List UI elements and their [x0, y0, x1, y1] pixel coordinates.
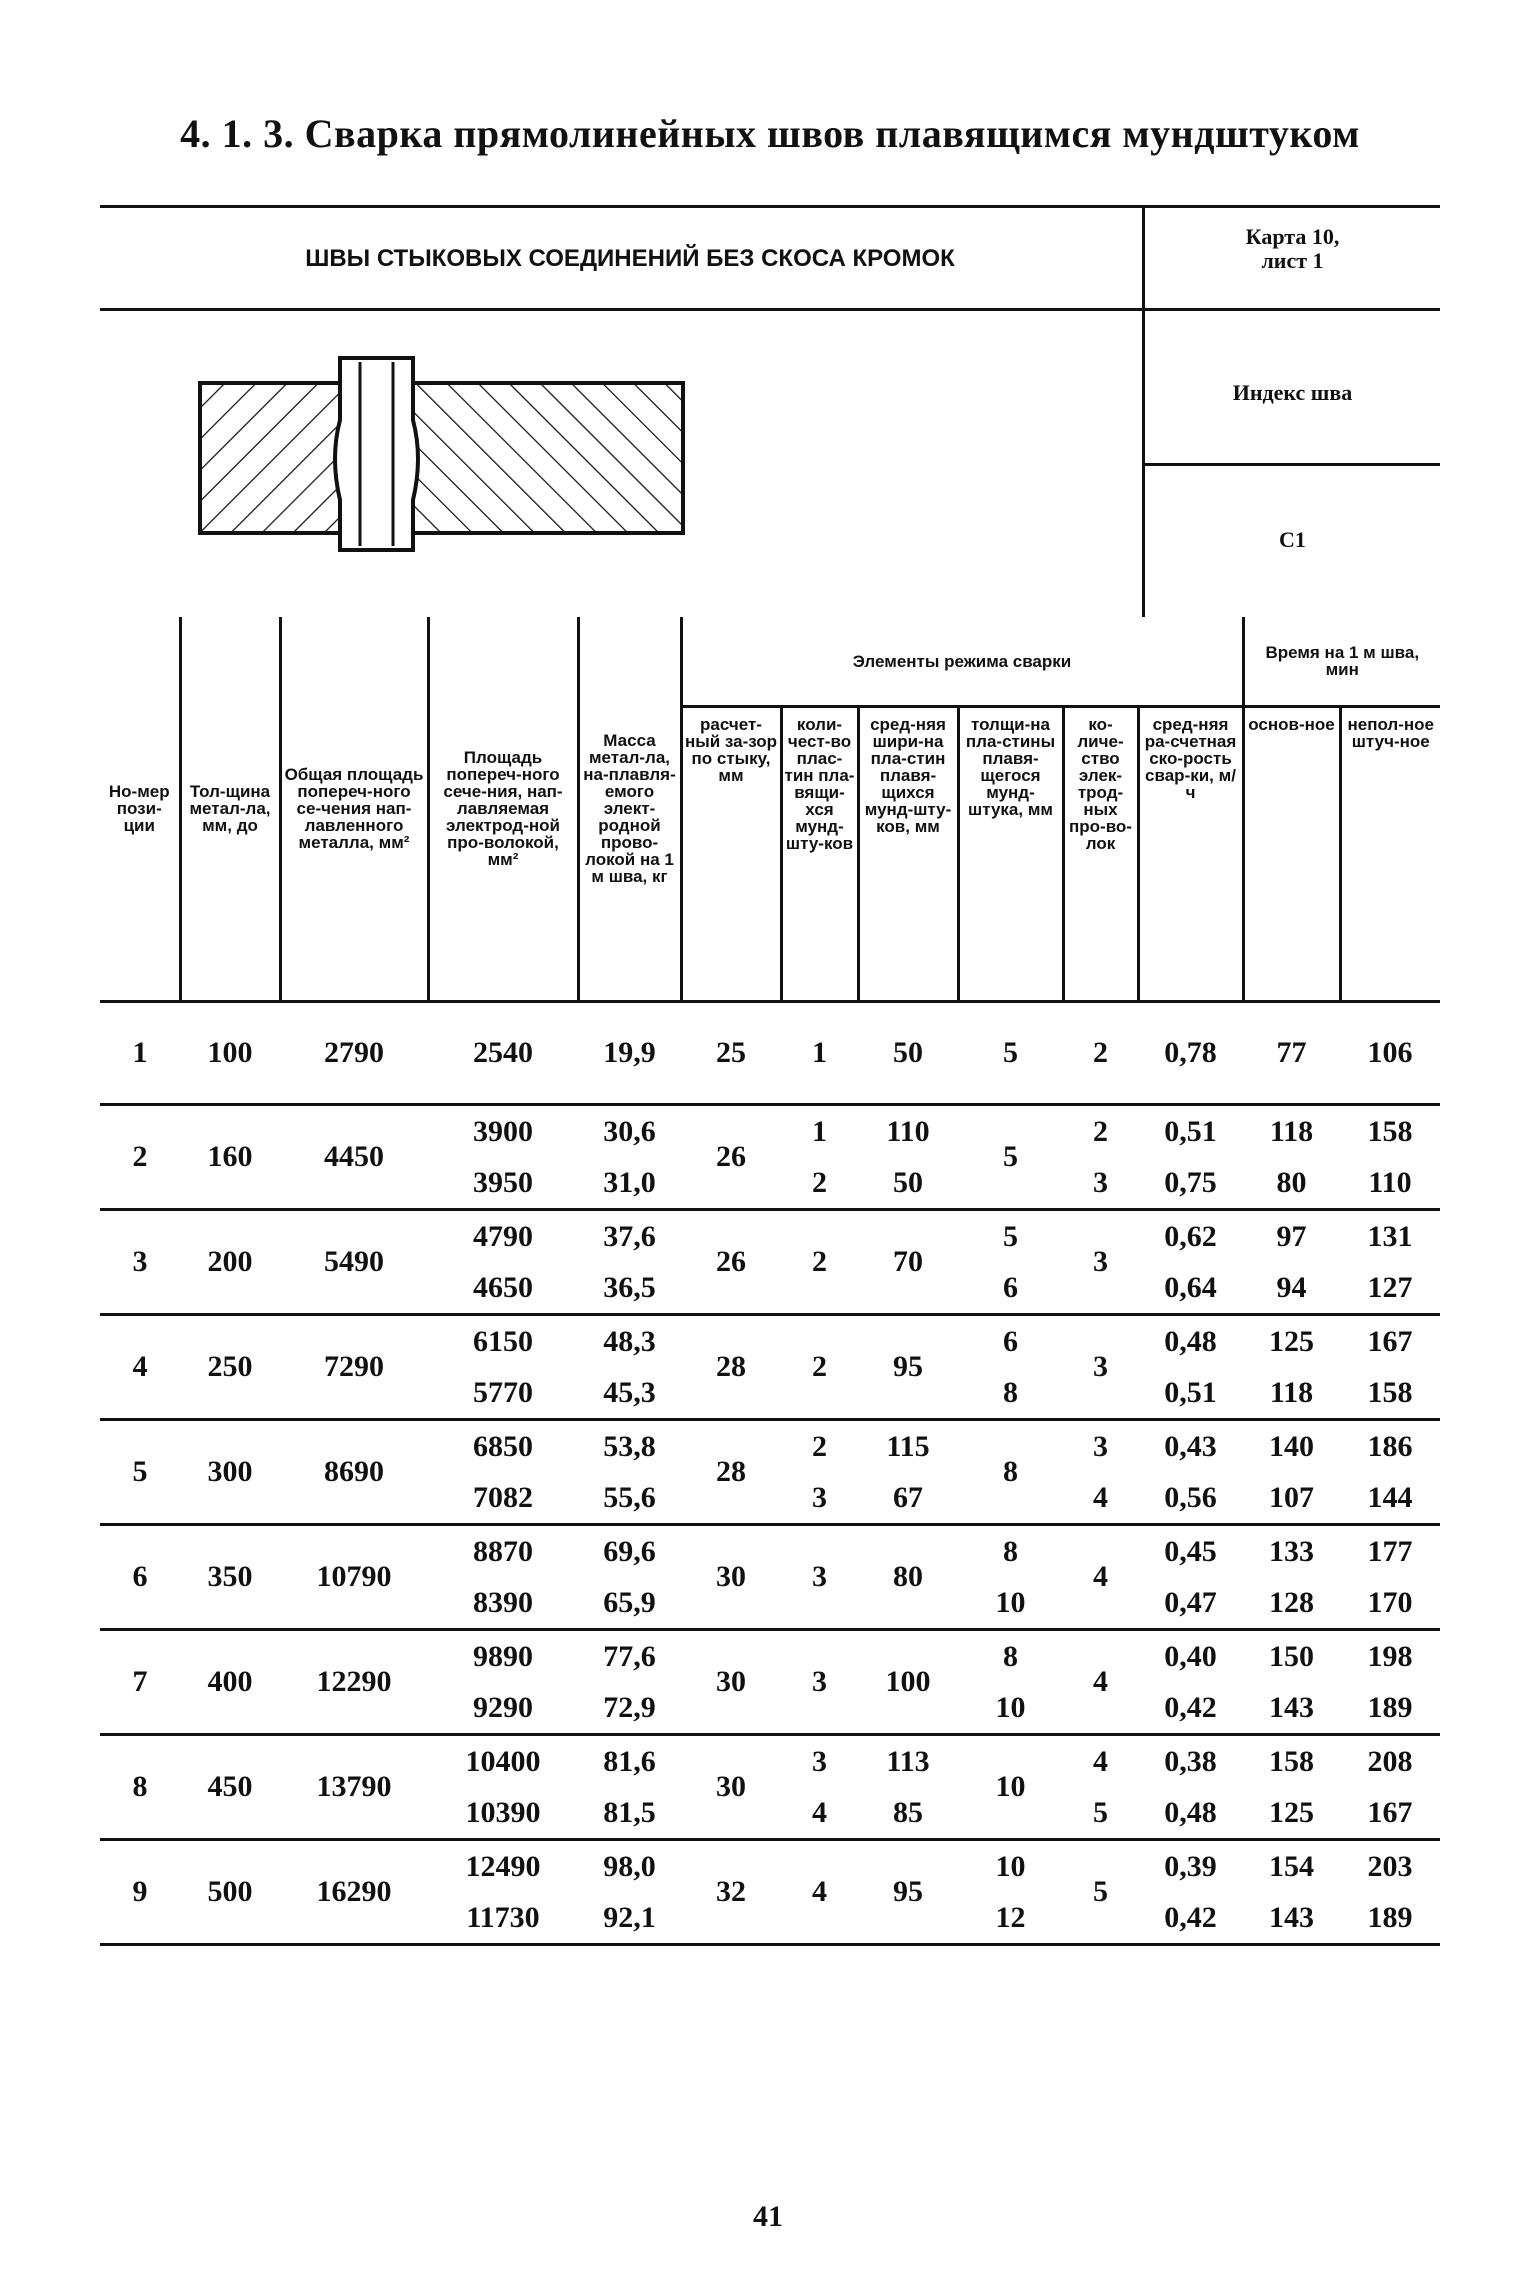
cell-plate-thickness: 8 — [1003, 1639, 1018, 1673]
cell-electrode-area: 9890 — [473, 1639, 533, 1673]
seam-type-title: ШВЫ СТЫКОВЫХ СОЕДИНЕНИЙ БЕЗ СКОСА КРОМОК — [305, 245, 955, 272]
cell-time-piece: 189 — [1340, 1682, 1440, 1735]
cell-mass: 55,6 — [578, 1472, 681, 1525]
cell-plate-width: 115 — [886, 1429, 930, 1463]
cell-thickness: 200 — [180, 1210, 280, 1315]
joint-cross-section-drawing — [195, 350, 695, 560]
welding-parameters-table — [100, 617, 1440, 1946]
cell-time-main: 128 — [1243, 1577, 1340, 1630]
cell-time-piece: 131 — [1367, 1219, 1413, 1253]
cell-time-piece: 167 — [1340, 1787, 1440, 1840]
divider — [1142, 463, 1440, 466]
cell-mass: 72,9 — [578, 1682, 681, 1735]
cell-mass: 65,9 — [578, 1577, 681, 1630]
seam-index-value: С1 — [1279, 527, 1306, 552]
cell-mass: 92,1 — [578, 1892, 681, 1945]
cell-plates-count: 4 — [781, 1840, 858, 1945]
cell-electrode-count: 3 — [1093, 1429, 1108, 1463]
cell-gap: 26 — [681, 1210, 781, 1315]
cell-electrode-area: 8870 — [473, 1534, 533, 1568]
cell-time-main: 143 — [1243, 1682, 1340, 1735]
cell-gap: 32 — [681, 1840, 781, 1945]
cell-mass: 36,5 — [578, 1262, 681, 1315]
cell-gap: 28 — [681, 1420, 781, 1525]
cell-time-main: 94 — [1243, 1262, 1340, 1315]
cell-time-main: 140 — [1269, 1429, 1314, 1463]
cell-plate-thickness: 8 — [958, 1420, 1063, 1525]
cell-mass: 53,8 — [603, 1429, 656, 1463]
col-electrode-count: ко-личе-ство элек-трод-ных про-во-лок — [1063, 707, 1138, 1002]
cell-electrode-area: 8390 — [428, 1577, 578, 1630]
cell-mass: 45,3 — [578, 1367, 681, 1420]
cell-thickness: 400 — [180, 1630, 280, 1735]
page-title: 4. 1. 3. Сварка прямолинейных швов плавящимся мундштуком — [180, 111, 1360, 156]
cell-electrode-area: 2540 — [428, 1002, 578, 1105]
cell-plate-width: 70 — [858, 1210, 958, 1315]
col-position: Но-мер пози-ции — [108, 782, 170, 835]
cell-plates-count: 2 — [781, 1210, 858, 1315]
right-plate — [413, 383, 683, 533]
cell-plate-thickness: 12 — [958, 1892, 1063, 1945]
cell-time-piece: 186 — [1367, 1429, 1413, 1463]
card-number: Карта 10, — [1245, 224, 1340, 249]
cell-speed: 0,40 — [1164, 1639, 1217, 1673]
cell-mass: 48,3 — [603, 1324, 656, 1358]
cell-time-main: 158 — [1269, 1744, 1314, 1778]
cell-plates-count: 3 — [781, 1630, 858, 1735]
cell-plate-width: 80 — [858, 1525, 958, 1630]
cell-electrode-area: 10400 — [465, 1744, 541, 1778]
cell-plate-thickness: 5 — [958, 1105, 1063, 1210]
cell-plate-width: 50 — [858, 1002, 958, 1105]
cell-speed: 0,43 — [1164, 1429, 1217, 1463]
left-plate — [200, 383, 340, 533]
cell-total-area: 13790 — [280, 1735, 428, 1840]
cell-speed: 0,48 — [1138, 1787, 1243, 1840]
cell-thickness: 350 — [180, 1525, 280, 1630]
col-plate-thickness: толщи-на пла-стины плавя-щегося мунд-штука, мм — [958, 707, 1063, 1002]
cell-time-main: 143 — [1243, 1892, 1340, 1945]
cell-electrode-area: 6850 — [473, 1429, 533, 1463]
cell-plate-thickness: 5 — [1003, 1219, 1018, 1253]
cell-plate-width: 113 — [886, 1744, 930, 1778]
cell-electrode-area: 3950 — [428, 1157, 578, 1210]
cell-speed: 0,75 — [1138, 1157, 1243, 1210]
col-time-piece: непол-ное штуч-ное — [1340, 707, 1440, 1002]
cell-electrode-count: 4 — [1063, 1472, 1138, 1525]
cell-position: 9 — [100, 1840, 180, 1945]
cell-time-piece: 110 — [1340, 1157, 1440, 1210]
divider — [100, 205, 1440, 208]
cell-time-piece: 158 — [1340, 1367, 1440, 1420]
cell-time-piece: 198 — [1367, 1639, 1413, 1673]
table-row — [100, 1210, 1440, 1263]
cell-position: 7 — [100, 1630, 180, 1735]
cell-position: 5 — [100, 1420, 180, 1525]
table-row — [100, 1735, 1440, 1788]
cell-thickness: 300 — [180, 1420, 280, 1525]
cell-thickness: 160 — [180, 1105, 280, 1210]
divider — [100, 308, 1440, 311]
table-row — [100, 1315, 1440, 1368]
cell-electrode-count: 3 — [1063, 1157, 1138, 1210]
cell-plate-width: 67 — [858, 1472, 958, 1525]
cell-mass: 81,5 — [578, 1787, 681, 1840]
cell-time-piece: 170 — [1340, 1577, 1440, 1630]
col-mass: Масса метал-ла, на-плавля-емого элект-родной прово-локой на 1 м шва, кг — [578, 617, 681, 1002]
cell-speed: 0,51 — [1164, 1114, 1217, 1148]
cell-thickness: 250 — [180, 1315, 280, 1420]
cell-electrode-count: 5 — [1063, 1787, 1138, 1840]
col-plates-count: коли-чест-во плас-тин пла-вящи-хся мунд-шту-ков — [781, 707, 858, 1002]
col-group-modes: Элементы режима сварки — [681, 617, 1243, 707]
cell-electrode-area: 5770 — [428, 1367, 578, 1420]
cell-position: 4 — [100, 1315, 180, 1420]
cell-plates-count: 1 — [812, 1114, 827, 1148]
cell-electrode-count: 3 — [1063, 1315, 1138, 1420]
col-total-area: Общая площадь попереч-ного се-чения нап-лавленного металла, мм² — [280, 617, 428, 1002]
cell-plates-count: 1 — [781, 1002, 858, 1105]
cell-plate-thickness: 10 — [958, 1735, 1063, 1840]
table-row — [100, 1525, 1440, 1578]
cell-plate-thickness: 8 — [958, 1367, 1063, 1420]
cell-time-piece: 106 — [1340, 1002, 1440, 1105]
cell-plate-thickness: 6 — [958, 1262, 1063, 1315]
cell-total-area: 10790 — [280, 1525, 428, 1630]
cell-electrode-area: 12490 — [465, 1849, 541, 1883]
cell-time-main: 118 — [1269, 1114, 1314, 1148]
table-row — [100, 1002, 1440, 1105]
cell-plate-width: 110 — [886, 1114, 930, 1148]
cell-mass: 37,6 — [603, 1219, 656, 1253]
cell-electrode-count: 5 — [1063, 1840, 1138, 1945]
col-electrode-area: Площадь попереч-ного сече-ния, нап-лавляемая электрод-ной про-волокой, мм² — [428, 617, 578, 1002]
cell-plates-count: 2 — [781, 1315, 858, 1420]
card-header — [100, 205, 1440, 617]
cell-plates-count: 4 — [781, 1787, 858, 1840]
cell-gap: 26 — [681, 1105, 781, 1210]
cell-mass: 30,6 — [603, 1114, 656, 1148]
cell-plate-thickness: 10 — [958, 1577, 1063, 1630]
cell-time-piece: 158 — [1367, 1114, 1413, 1148]
cell-time-main: 77 — [1243, 1002, 1340, 1105]
cell-electrode-count: 2 — [1093, 1114, 1108, 1148]
cell-time-main: 154 — [1269, 1849, 1314, 1883]
cell-electrode-area: 11730 — [428, 1892, 578, 1945]
cell-plate-width: 50 — [858, 1157, 958, 1210]
cell-time-main: 97 — [1276, 1219, 1307, 1253]
col-speed: сред-няя ра-счетная ско-рость свар-ки, м/ч — [1138, 707, 1243, 1002]
cell-speed: 0,39 — [1164, 1849, 1217, 1883]
cell-time-piece: 208 — [1367, 1744, 1413, 1778]
table-row — [100, 1420, 1440, 1473]
cell-time-piece: 177 — [1367, 1534, 1413, 1568]
col-gap: расчет-ный за-зор по стыку, мм — [681, 707, 781, 1002]
cell-total-area: 12290 — [280, 1630, 428, 1735]
cell-thickness: 100 — [180, 1002, 280, 1105]
cell-time-piece: 167 — [1367, 1324, 1413, 1358]
cell-speed: 0,62 — [1164, 1219, 1217, 1253]
cell-electrode-count: 2 — [1063, 1002, 1138, 1105]
cell-gap: 30 — [681, 1735, 781, 1840]
card-reference — [1145, 225, 1440, 273]
cell-total-area: 16290 — [280, 1840, 428, 1945]
cell-gap: 30 — [681, 1525, 781, 1630]
cell-time-main: 125 — [1243, 1787, 1340, 1840]
cell-position: 3 — [100, 1210, 180, 1315]
cell-mass: 19,9 — [578, 1002, 681, 1105]
cell-plate-thickness: 6 — [1003, 1324, 1018, 1358]
col-plate-width: сред-няя шири-на пла-стин плавя-щихся мунд-шту-ков, мм — [858, 707, 958, 1002]
cell-electrode-count: 4 — [1063, 1630, 1138, 1735]
cell-speed: 0,42 — [1138, 1892, 1243, 1945]
cell-speed: 0,64 — [1138, 1262, 1243, 1315]
table-row — [100, 1840, 1440, 1893]
cell-total-area: 8690 — [280, 1420, 428, 1525]
cell-speed: 0,48 — [1164, 1324, 1217, 1358]
cell-electrode-count: 3 — [1063, 1210, 1138, 1315]
cell-gap: 30 — [681, 1630, 781, 1735]
cell-speed: 0,45 — [1164, 1534, 1217, 1568]
page-number: 41 — [753, 2200, 783, 2233]
table-row — [100, 1630, 1440, 1683]
cell-mass: 31,0 — [578, 1157, 681, 1210]
cell-electrode-area: 9290 — [428, 1682, 578, 1735]
cell-speed: 0,78 — [1138, 1002, 1243, 1105]
col-thickness: Тол-щина метал-ла, мм, до — [180, 617, 280, 1002]
col-group-time: Время на 1 м шва, мин — [1243, 617, 1440, 707]
cell-time-piece: 127 — [1340, 1262, 1440, 1315]
cell-position: 1 — [100, 1002, 180, 1105]
cell-plates-count: 3 — [781, 1472, 858, 1525]
cell-electrode-area: 4650 — [428, 1262, 578, 1315]
cell-plate-width: 100 — [858, 1630, 958, 1735]
cell-total-area: 5490 — [280, 1210, 428, 1315]
cell-plate-width: 95 — [858, 1840, 958, 1945]
seam-index-label: Индекс шва — [1232, 380, 1353, 405]
cell-time-piece: 203 — [1367, 1849, 1413, 1883]
cell-position: 2 — [100, 1105, 180, 1210]
cell-time-main: 125 — [1269, 1324, 1314, 1358]
cell-electrode-area: 3900 — [473, 1114, 533, 1148]
cell-speed: 0,42 — [1138, 1682, 1243, 1735]
cell-position: 8 — [100, 1735, 180, 1840]
cell-plate-thickness: 10 — [995, 1849, 1026, 1883]
cell-time-main: 80 — [1243, 1157, 1340, 1210]
cell-electrode-area: 10390 — [428, 1787, 578, 1840]
cell-plate-width: 85 — [858, 1787, 958, 1840]
cell-speed: 0,38 — [1164, 1744, 1217, 1778]
cell-position: 6 — [100, 1525, 180, 1630]
cell-electrode-count: 4 — [1063, 1525, 1138, 1630]
gap — [363, 364, 390, 544]
cell-mass: 98,0 — [603, 1849, 656, 1883]
col-time-main: основ-ное — [1243, 707, 1340, 1002]
cell-total-area: 7290 — [280, 1315, 428, 1420]
cell-time-main: 107 — [1243, 1472, 1340, 1525]
cell-total-area: 2790 — [280, 1002, 428, 1105]
cell-plate-width: 95 — [858, 1315, 958, 1420]
cell-mass: 81,6 — [603, 1744, 656, 1778]
cell-total-area: 4450 — [280, 1105, 428, 1210]
cell-mass: 69,6 — [603, 1534, 656, 1568]
cell-electrode-area: 7082 — [428, 1472, 578, 1525]
cell-plate-thickness: 10 — [958, 1682, 1063, 1735]
cell-electrode-count: 4 — [1093, 1744, 1108, 1778]
cell-thickness: 450 — [180, 1735, 280, 1840]
cell-time-main: 150 — [1269, 1639, 1314, 1673]
cell-thickness: 500 — [180, 1840, 280, 1945]
cell-plates-count: 3 — [812, 1744, 827, 1778]
cell-plates-count: 2 — [812, 1429, 827, 1463]
cell-plate-thickness: 8 — [1003, 1534, 1018, 1568]
cell-plates-count: 2 — [781, 1157, 858, 1210]
cell-time-piece: 144 — [1340, 1472, 1440, 1525]
cell-speed: 0,51 — [1138, 1367, 1243, 1420]
cell-mass: 77,6 — [603, 1639, 656, 1673]
cell-gap: 28 — [681, 1315, 781, 1420]
cell-time-main: 118 — [1243, 1367, 1340, 1420]
cell-plate-thickness: 5 — [958, 1002, 1063, 1105]
cell-plates-count: 3 — [781, 1525, 858, 1630]
table-row — [100, 1105, 1440, 1158]
cell-gap: 25 — [681, 1002, 781, 1105]
cell-electrode-area: 6150 — [473, 1324, 533, 1358]
cell-speed: 0,47 — [1138, 1577, 1243, 1630]
cell-time-main: 133 — [1269, 1534, 1314, 1568]
sheet-number: лист 1 — [1261, 248, 1324, 273]
cell-time-piece: 189 — [1340, 1892, 1440, 1945]
cell-electrode-area: 4790 — [473, 1219, 533, 1253]
cell-speed: 0,56 — [1138, 1472, 1243, 1525]
